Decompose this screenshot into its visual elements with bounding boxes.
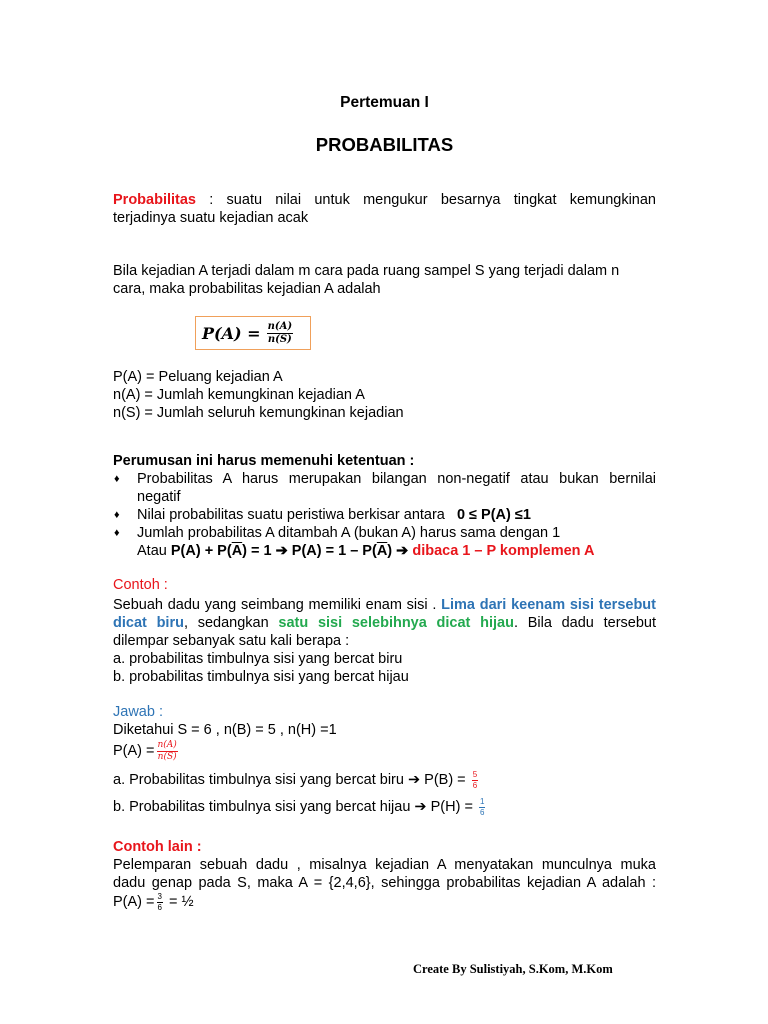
answer-numerator: n(A) [157, 739, 177, 750]
rule-item-3 [113, 524, 656, 560]
example2-denominator: 6 [157, 902, 162, 912]
answer-denominator: n(S) [157, 751, 177, 762]
answer-a-numerator: 5 [472, 769, 478, 779]
rule-3-eq-part-3: ) ➔ [387, 543, 413, 559]
answer-b [113, 794, 656, 820]
answer-a-text: a. Probabilitas timbulnya sisi yang bercat biru ➔ P(B) = [113, 772, 466, 788]
example-line-1 [113, 596, 656, 614]
answer-fraction [157, 741, 178, 762]
probability-formula [195, 316, 311, 350]
example2-pa-lhs: P(A) = [113, 894, 155, 910]
rule-3-a-complement-2: $\overline{A}$ [376, 543, 388, 559]
definition-line-2: terjadinya suatu kejadian acak [113, 210, 309, 226]
legend-pa: P(A) = Peluang kejadian A [113, 369, 283, 385]
intro-line-2: cara, maka probabilitas kejadian A adalah [113, 281, 381, 297]
rules-heading: Perumusan ini harus memenuhi ketentuan : [113, 453, 415, 469]
answer-a [113, 767, 656, 793]
example2-numerator: 3 [157, 891, 162, 901]
answer-pa-lhs: P(A) = [113, 743, 155, 759]
rule-2-text: Nilai probabilitas suatu peristiwa berkisar antara [137, 507, 445, 523]
answer-b-text: b. Probabilitas timbulnya sisi yang bercat hijau ➔ P(H) = [113, 799, 473, 815]
answer-a-denominator: 6 [472, 780, 478, 790]
example-text-1: Sebuah dadu yang seimbang memiliki enam sisi . [113, 597, 442, 613]
example-line-2 [113, 614, 656, 632]
answer-heading: Jawab : [113, 704, 163, 720]
intro-line-1: Bila kejadian A terjadi dalam m cara pada ruang sampel S yang terjadi dalam n [113, 263, 620, 279]
formula-fraction [267, 322, 294, 345]
example-text-3: . Bila dadu tersebut [513, 615, 656, 631]
answer-formula [113, 738, 656, 764]
example-question-b: b. probabilitas timbulnya sisi yang bercat hijau [113, 669, 409, 685]
legend-ns: n(S) = Jumlah seluruh kemungkinan kejadian [113, 405, 404, 421]
rule-1-line-2: negatif [137, 489, 181, 505]
rule-item-1 [113, 470, 656, 506]
formula-lhs: P(A) = [202, 323, 261, 343]
answer-b-denominator: 6 [479, 807, 485, 817]
formula-numerator: n(A) [267, 320, 293, 332]
rule-3-a-complement: $\overline{A}$ [231, 543, 243, 559]
definition-line-1 [113, 191, 656, 209]
formula-denominator: n(S) [267, 333, 292, 345]
answer-b-fraction [479, 798, 485, 817]
rule-3-line-1: Jumlah probabilitas A ditambah A (bukan A) harus sama dengan 1 [137, 525, 561, 541]
answer-a-fraction [472, 771, 478, 790]
example2-formula [113, 889, 656, 915]
rule-3-eq-part-1: P(A) + P( [170, 543, 232, 559]
example2-heading: Contoh lain : [113, 839, 202, 855]
example-heading: Contoh : [113, 577, 168, 593]
bullet-icon: ♦ [114, 473, 120, 485]
legend-na: n(A) = Jumlah kemungkinan kejadian A [113, 387, 365, 403]
answer-b-numerator: 1 [479, 796, 485, 806]
footer-credit: Create By Sulistiyah, S.Kom, M.Kom [413, 962, 613, 976]
rule-2-range: 0 ≤ P(A) ≤1 [456, 507, 531, 523]
example-blue-text-2: dicat biru [113, 615, 184, 631]
example-blue-text: Lima dari keenam sisi tersebut [441, 597, 656, 613]
rule-1-line-1: Probabilitas A harus merupakan bilangan non-negatif atau bukan bernilai [137, 471, 656, 487]
definition-text: : suatu nilai untuk mengukur besarnya tingkat kemungkinan [196, 192, 656, 208]
example-text-2: , sedangkan [183, 615, 279, 631]
example-line-3: dilempar sebanyak satu kali berapa : [113, 633, 350, 649]
meeting-label: Pertemuan I [340, 94, 429, 111]
example-green-text: satu sisi selebihnya dicat hijau [278, 615, 514, 631]
example2-line-2: dadu genap pada S, maka A = {2,4,6}, sehingga probabilitas kejadian A adalah : [113, 875, 656, 891]
answer-given: Diketahui S = 6 , n(B) = 5 , n(H) =1 [113, 722, 337, 738]
example2-fraction [157, 893, 163, 912]
rule-item-2 [113, 506, 656, 524]
rule-3-eq-part-2: ) = 1 ➔ P(A) = 1 – P( [242, 543, 377, 559]
bullet-icon: ♦ [114, 509, 120, 521]
rule-3-atau: Atau [137, 543, 171, 559]
bullet-icon: ♦ [114, 527, 120, 539]
definition-term: Probabilitas [113, 192, 196, 208]
rule-3-note: dibaca 1 – P komplemen A [412, 543, 595, 559]
example2-result: = ½ [168, 894, 194, 910]
rule-3-line-2 [137, 542, 656, 560]
page-title: PROBABILITAS [315, 134, 454, 155]
example2-line-1: Pelemparan sebuah dadu , misalnya kejadian A menyatakan munculnya muka [113, 857, 656, 873]
example-question-a: a. probabilitas timbulnya sisi yang bercat biru [113, 651, 403, 667]
